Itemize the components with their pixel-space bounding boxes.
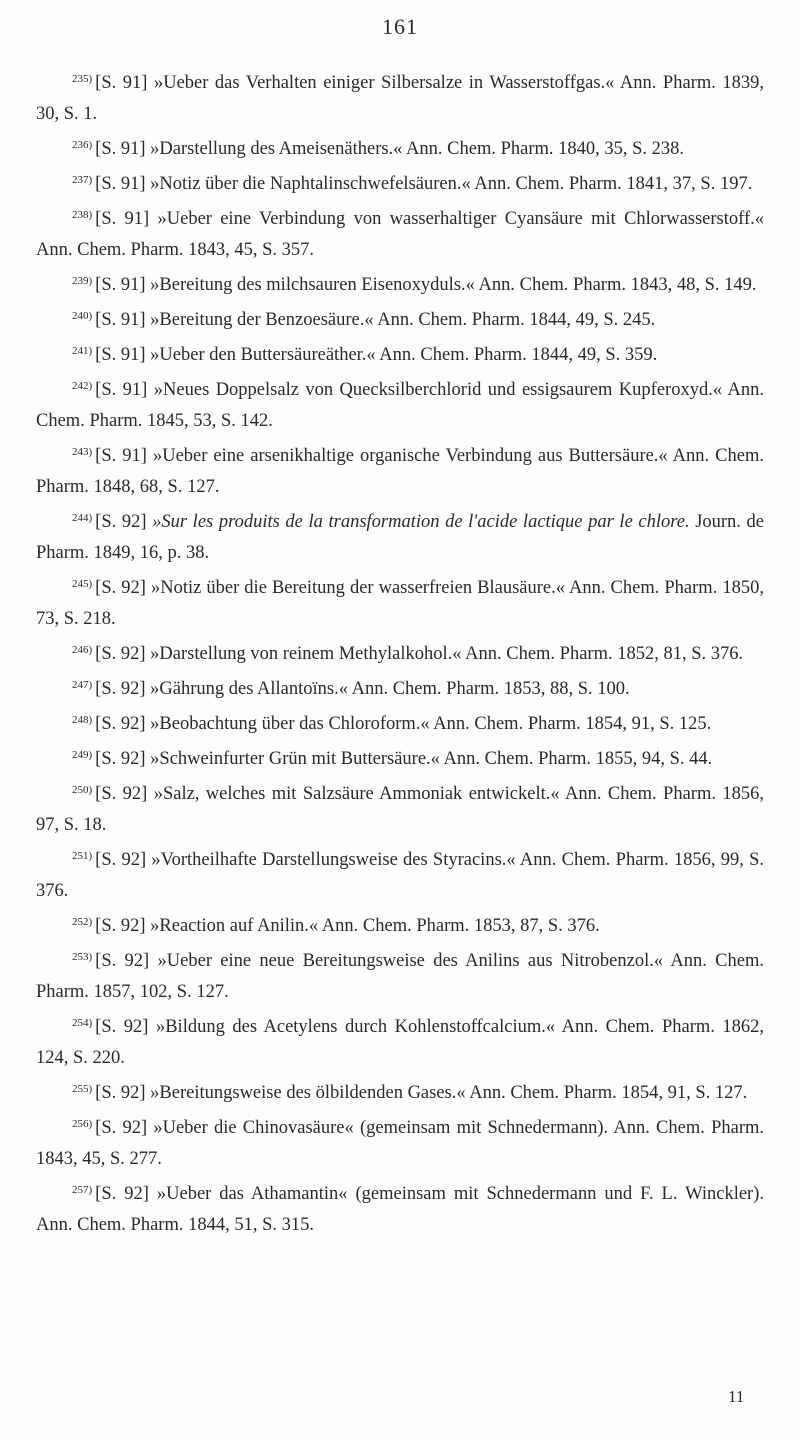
reference-entry (36, 130, 764, 165)
reference-entry (36, 670, 764, 705)
reference-entry (36, 569, 764, 635)
page-reference: [S. 92] (95, 1017, 149, 1037)
reference-entry (36, 740, 764, 775)
page-reference: [S. 92] (95, 784, 148, 804)
page-reference: [S. 92] (95, 679, 146, 699)
page-reference: [S. 91] (95, 139, 146, 159)
citation-text: »Ueber das Athamantin« (gemeinsam mit Schnedermann und F. L. Winckler). Ann. Chem. Pharm. 1844, 51, S. 315. (36, 1184, 764, 1235)
citation-text: »Bereitungsweise des ölbildenden Gases.« Ann. Chem. Pharm. 1854, 91, S. 127. (150, 1083, 748, 1103)
footnote-number: 249) (72, 749, 93, 761)
page-number: 161 (382, 14, 418, 39)
page-reference: [S. 91] (95, 174, 146, 194)
footnote-number: 250) (72, 784, 93, 796)
title-italic: »Sur les produits de la transformation de l'acide lactique par le chlore. (152, 512, 690, 532)
reference-entry (36, 705, 764, 740)
page-reference: [S. 92] (95, 512, 147, 532)
citation-text: »Ueber den Buttersäureäther.« Ann. Chem. Pharm. 1844, 49, S. 359. (150, 345, 658, 365)
page-reference: [S. 92] (95, 644, 146, 664)
page-reference: [S. 91] (95, 310, 146, 330)
page-reference: [S. 92] (95, 1184, 149, 1204)
citation-text: »Ueber die Chinovasäure« (gemeinsam mit Schnedermann). Ann. Chem. Pharm. 1843, 45, S. 277. (36, 1118, 765, 1169)
page-reference: [S. 91] (95, 73, 148, 93)
citation-text: »Neues Doppelsalz von Quecksilberchlorid und essigsaurem Kupferoxyd.« Ann. Chem. Pharm. 1845, 53, S. 142. (36, 380, 764, 431)
reference-entry (36, 1175, 764, 1241)
footnote-number: 243) (72, 446, 93, 458)
footnote-number: 256) (72, 1118, 93, 1130)
reference-entry (36, 635, 764, 670)
reference-entry (36, 301, 764, 336)
reference-entry (36, 200, 764, 266)
footnote-number: 236) (72, 139, 93, 151)
footnote-number: 240) (72, 310, 93, 322)
citation-text: »Schweinfurter Grün mit Buttersäure.« Ann. Chem. Pharm. 1855, 94, S. 44. (150, 749, 713, 769)
reference-entry (36, 1008, 764, 1074)
reference-entry (36, 64, 764, 130)
citation-text: »Reaction auf Anilin.« Ann. Chem. Pharm. 1853, 87, S. 376. (150, 916, 600, 936)
page-reference: [S. 91] (95, 380, 148, 400)
reference-entry (36, 165, 764, 200)
signature-mark: 11 (728, 1387, 745, 1406)
reference-entry (36, 907, 764, 942)
page-reference: [S. 92] (95, 916, 146, 936)
page-reference: [S. 92] (95, 1083, 146, 1103)
citation-text: »Bildung des Acetylens durch Kohlenstoffcalcium.« Ann. Chem. Pharm. 1862, 124, S. 220. (36, 1017, 765, 1068)
footnote-number: 248) (72, 714, 93, 726)
footnote-number: 251) (72, 850, 93, 862)
reference-entry (36, 942, 764, 1008)
citation-text: »Vortheilhafte Darstellungsweise des Styracins.« Ann. Chem. Pharm. 1856, 99, S. 376. (36, 850, 764, 901)
citation-text: »Ueber das Verhalten einiger Silbersalze in Wasserstoffgas.« Ann. Pharm. 1839, 30, S. 1. (36, 73, 764, 124)
footnote-number: 247) (72, 679, 93, 691)
reference-entry (36, 503, 764, 569)
citation-text: »Bereitung der Benzoesäure.« Ann. Chem. Pharm. 1844, 49, S. 245. (150, 310, 656, 330)
page-reference: [S. 92] (95, 951, 150, 971)
page-reference: [S. 91] (95, 446, 147, 466)
reference-entry (36, 371, 764, 437)
footnote-number: 239) (72, 275, 93, 287)
citation-text: »Ueber eine arsenikhaltige organische Verbindung aus Buttersäure.« Ann. Chem. Pharm. 1848, 68, S. 127. (36, 446, 765, 497)
footnote-number: 255) (72, 1083, 93, 1095)
page-reference: [S. 91] (95, 275, 146, 295)
page-reference: [S. 92] (95, 850, 147, 870)
citation-text: »Salz, welches mit Salzsäure Ammoniak entwickelt.« Ann. Chem. Pharm. 1856, 97, S. 18. (36, 784, 764, 835)
citation-text: »Notiz über die Naphtalinschwefelsäuren.« Ann. Chem. Pharm. 1841, 37, S. 197. (150, 174, 753, 194)
page-reference: [S. 92] (95, 578, 146, 598)
citation-text: »Beobachtung über das Chloroform.« Ann. Chem. Pharm. 1854, 91, S. 125. (150, 714, 712, 734)
citation-text: »Bereitung des milchsauren Eisenoxyduls.« Ann. Chem. Pharm. 1843, 48, S. 149. (150, 275, 757, 295)
citation-text: »Ueber eine Verbindung von wasserhaltiger Cyansäure mit Chlorwasserstoff.« Ann. Chem. Pharm. 1843, 45, S. 357. (36, 209, 765, 260)
reference-entry (36, 1074, 764, 1109)
footnote-number: 244) (72, 512, 93, 524)
citation-text: »Darstellung von reinem Methylalkohol.« Ann. Chem. Pharm. 1852, 81, S. 376. (150, 644, 744, 664)
page-reference: [S. 91] (95, 209, 150, 229)
citation-text: »Notiz über die Bereitung der wasserfreien Blausäure.« Ann. Chem. Pharm. 1850, 73, S. 218. (36, 578, 764, 629)
citation-text: »Darstellung des Ameisenäthers.« Ann. Chem. Pharm. 1840, 35, S. 238. (150, 139, 685, 159)
page-reference: [S. 91] (95, 345, 146, 365)
footnote-number: 252) (72, 916, 93, 928)
footnote-number: 237) (72, 174, 93, 186)
page-reference: [S. 92] (95, 1118, 148, 1138)
footnote-number: 254) (72, 1017, 93, 1029)
footnote-number: 241) (72, 345, 93, 357)
footnote-number: 238) (72, 209, 93, 221)
footnote-number: 235) (72, 73, 93, 85)
footnote-number: 242) (72, 380, 93, 392)
reference-entry (36, 336, 764, 371)
reference-entry (36, 266, 764, 301)
footnote-number: 257) (72, 1184, 93, 1196)
reference-entry (36, 437, 764, 503)
page-reference: [S. 92] (95, 714, 146, 734)
citation-text: »Ueber eine neue Bereitungsweise des Anilins aus Nitrobenzol.« Ann. Chem. Pharm. 1857, 102, S. 127. (36, 951, 765, 1002)
footnote-number: 253) (72, 951, 93, 963)
reference-list (36, 64, 764, 1241)
reference-entry (36, 841, 764, 907)
page-reference: [S. 92] (95, 749, 146, 769)
footnote-number: 246) (72, 644, 93, 656)
citation-text: »Gährung des Allantoïns.« Ann. Chem. Pharm. 1853, 88, S. 100. (150, 679, 630, 699)
citation-text: Journ. de Pharm. 1849, 16, p. 38. (36, 512, 764, 563)
footnote-number: 245) (72, 578, 93, 590)
reference-entry (36, 1109, 764, 1175)
reference-entry (36, 775, 764, 841)
